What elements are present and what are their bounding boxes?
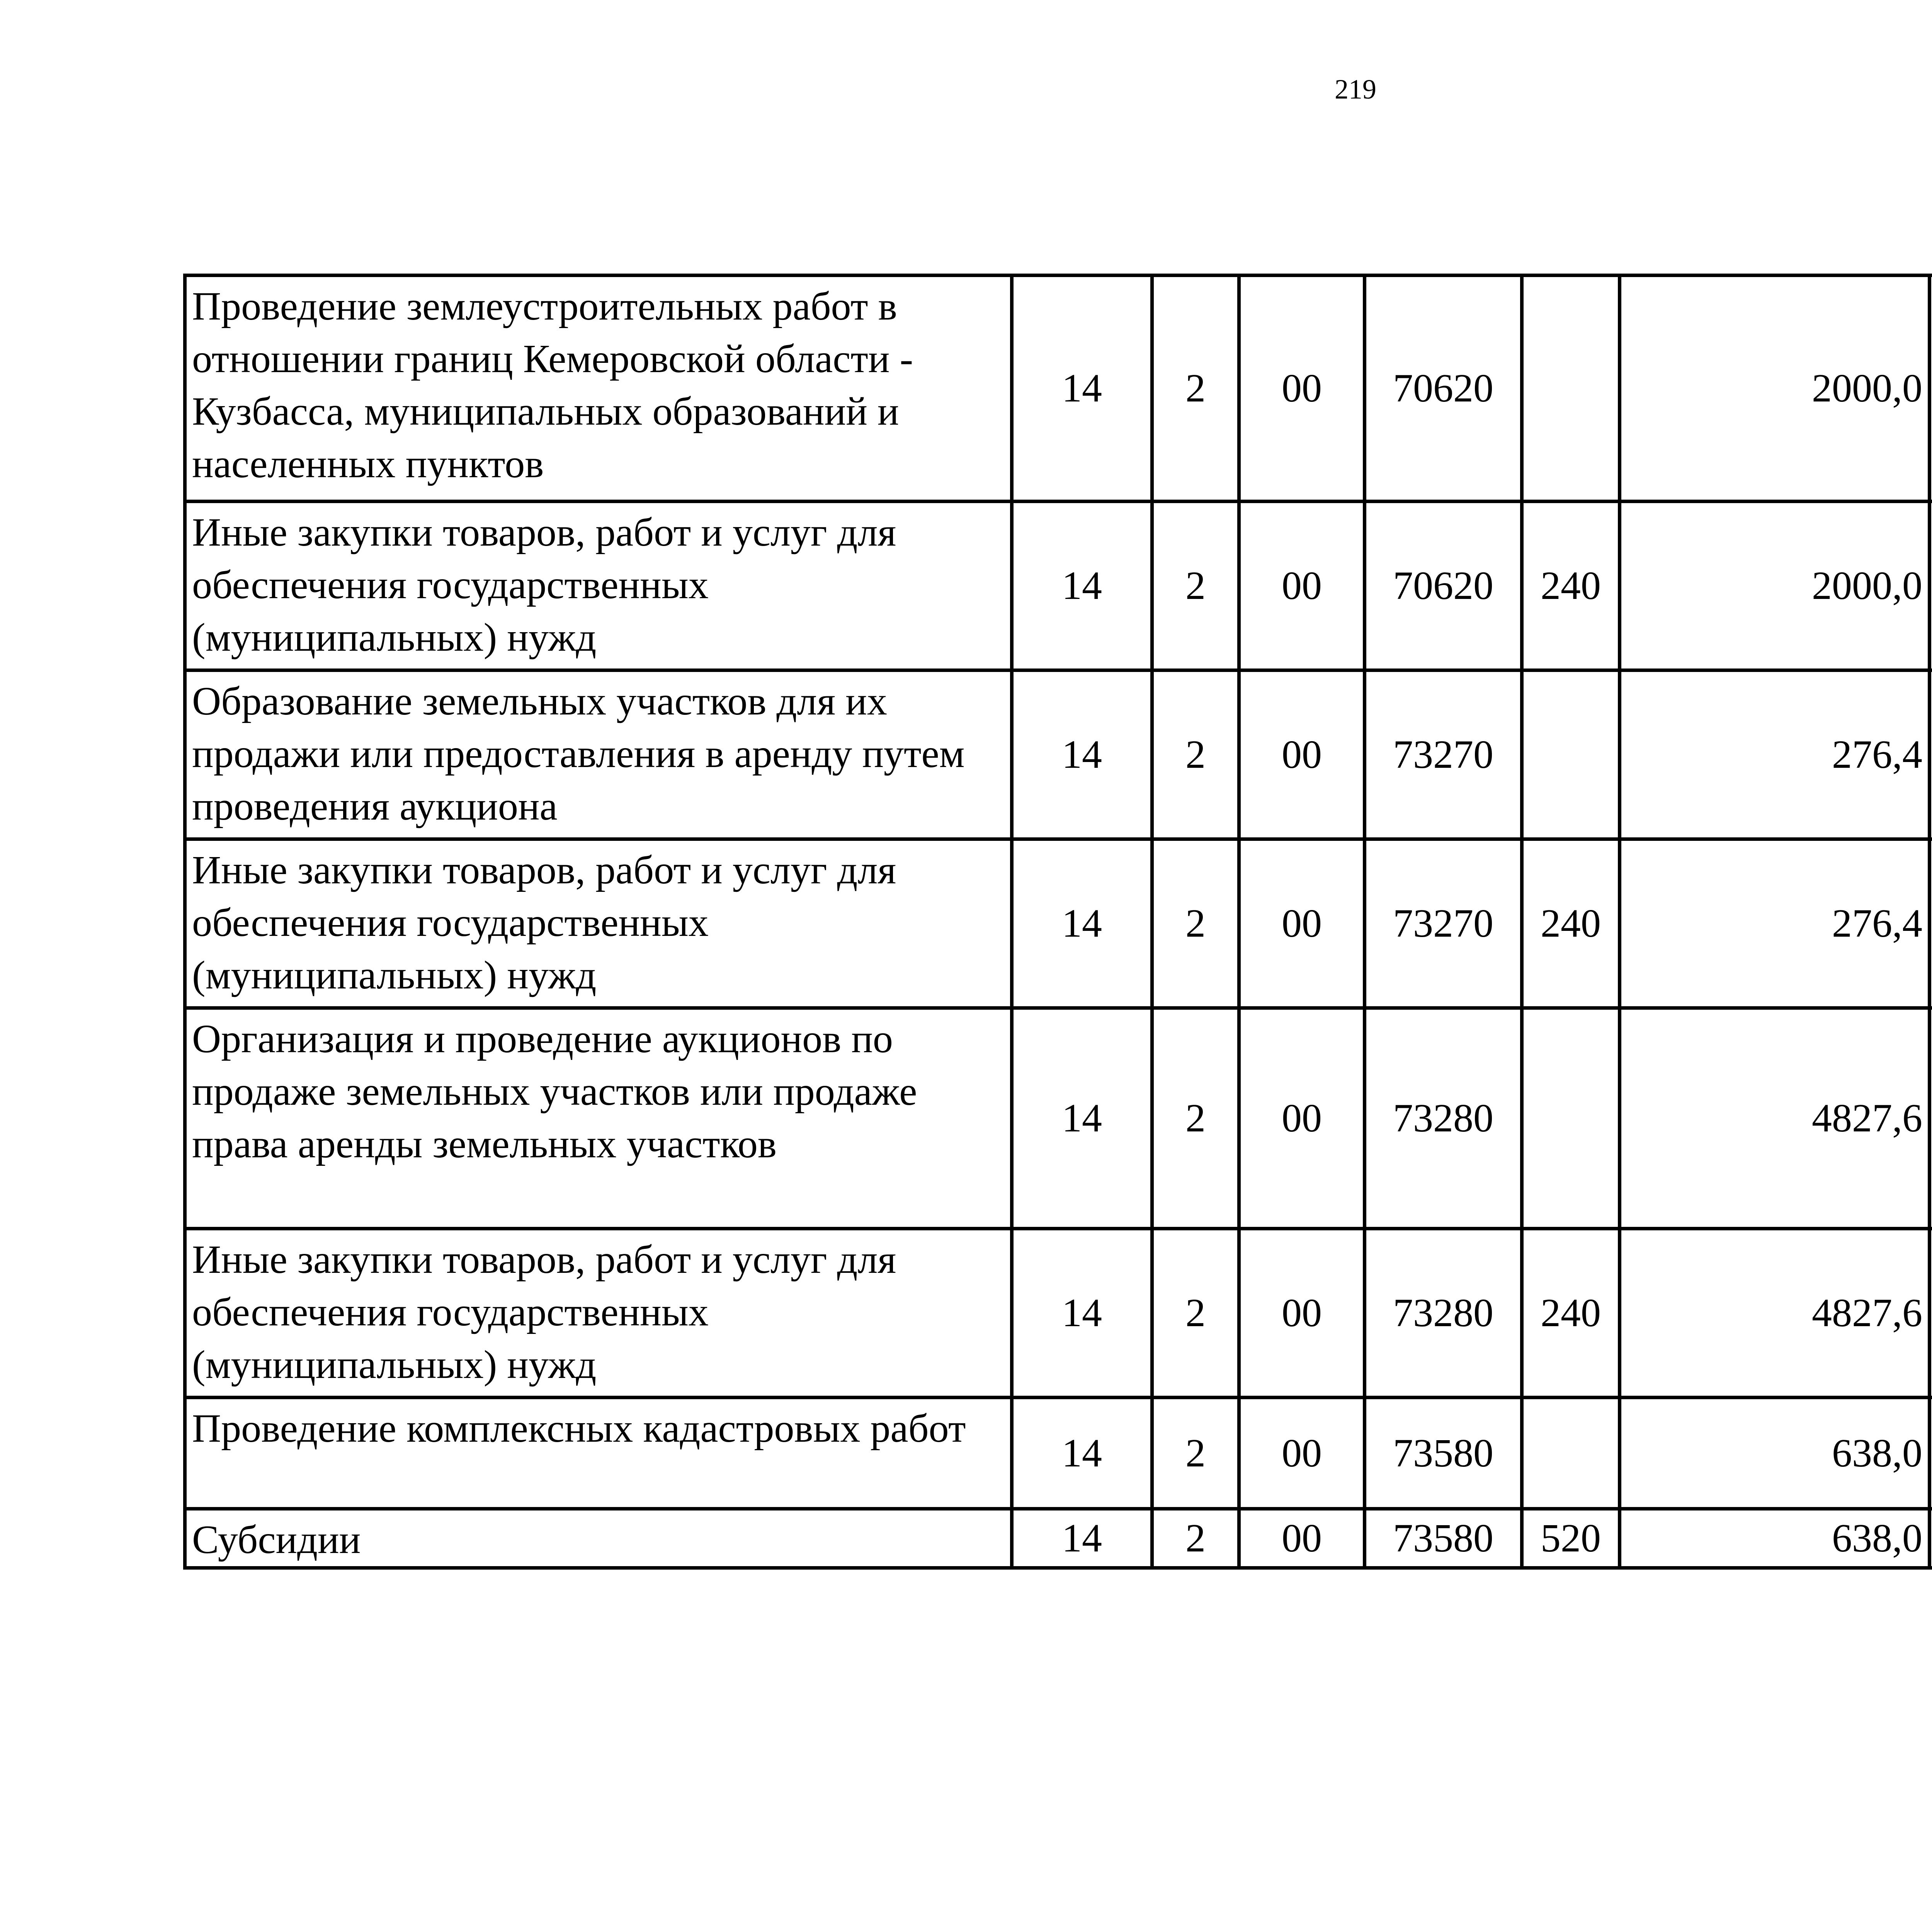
subsection-code: 2 — [1152, 1229, 1239, 1398]
amount-1: 4827,6 — [1620, 1229, 1930, 1398]
program-code: 00 — [1239, 1229, 1365, 1398]
program-code: 00 — [1239, 670, 1365, 839]
subsection-code: 2 — [1152, 839, 1239, 1008]
expense-type-code: 240 — [1522, 1229, 1620, 1398]
subsection-code: 2 — [1152, 670, 1239, 839]
section-code: 14 — [1012, 276, 1152, 502]
direction-code: 70620 — [1365, 276, 1522, 502]
amount-1: 2000,0 — [1620, 276, 1930, 502]
table-row — [185, 1008, 1932, 1229]
program-code: 00 — [1239, 276, 1365, 502]
table-row — [185, 502, 1932, 670]
section-code: 14 — [1012, 1229, 1152, 1398]
table-row — [185, 839, 1932, 1008]
expense-type-code — [1522, 670, 1620, 839]
expense-type-code — [1522, 1008, 1620, 1229]
amount-2 — [1930, 1008, 1932, 1229]
direction-code: 73270 — [1365, 839, 1522, 1008]
amount-2 — [1930, 1229, 1932, 1398]
row-description: Образование земельных участков для их продажи или предоставления в аренду путем проведения аукциона — [185, 670, 1012, 839]
direction-code: 73280 — [1365, 1008, 1522, 1229]
table-row — [185, 1509, 1932, 1568]
row-description: Субсидии — [185, 1509, 1012, 1568]
row-description: Иные закупки товаров, работ и услуг для обеспечения государственных (муниципальных) нужд — [185, 839, 1012, 1008]
direction-code: 73280 — [1365, 1229, 1522, 1398]
program-code: 00 — [1239, 502, 1365, 670]
direction-code: 73580 — [1365, 1509, 1522, 1568]
section-code: 14 — [1012, 1008, 1152, 1229]
expense-type-code — [1522, 1398, 1620, 1509]
expense-type-code: 520 — [1522, 1509, 1620, 1568]
amount-2 — [1930, 1398, 1932, 1509]
subsection-code: 2 — [1152, 1398, 1239, 1509]
section-code: 14 — [1012, 1509, 1152, 1568]
section-code: 14 — [1012, 502, 1152, 670]
page-number: 219 — [1335, 74, 1376, 105]
amount-1: 638,0 — [1620, 1398, 1930, 1509]
subsection-code: 2 — [1152, 1509, 1239, 1568]
amount-2 — [1930, 839, 1932, 1008]
table-row — [185, 276, 1932, 502]
direction-code: 73270 — [1365, 670, 1522, 839]
row-description: Иные закупки товаров, работ и услуг для обеспечения государственных (муниципальных) нужд — [185, 502, 1012, 670]
subsection-code: 2 — [1152, 502, 1239, 670]
expense-type-code: 240 — [1522, 839, 1620, 1008]
row-description: Иные закупки товаров, работ и услуг для обеспечения государственных (муниципальных) нужд — [185, 1229, 1012, 1398]
amount-1: 638,0 — [1620, 1509, 1930, 1568]
amount-1: 276,4 — [1620, 670, 1930, 839]
row-description: Проведение землеустроительных работ в отношении границ Кемеровской области - Кузбасса, муниципальных образований и населенных пунктов — [185, 276, 1012, 502]
table-row — [185, 670, 1932, 839]
expense-type-code — [1522, 276, 1620, 502]
amount-1: 2000,0 — [1620, 502, 1930, 670]
budget-table — [183, 274, 1932, 1570]
section-code: 14 — [1012, 1398, 1152, 1509]
row-description: Проведение комплексных кадастровых работ — [185, 1398, 1012, 1509]
program-code: 00 — [1239, 1509, 1365, 1568]
subsection-code: 2 — [1152, 276, 1239, 502]
table-row — [185, 1398, 1932, 1509]
section-code: 14 — [1012, 839, 1152, 1008]
direction-code: 73580 — [1365, 1398, 1522, 1509]
subsection-code: 2 — [1152, 1008, 1239, 1229]
amount-2 — [1930, 276, 1932, 502]
amount-2 — [1930, 1509, 1932, 1568]
amount-1: 276,4 — [1620, 839, 1930, 1008]
program-code: 00 — [1239, 839, 1365, 1008]
amount-1: 4827,6 — [1620, 1008, 1930, 1229]
program-code: 00 — [1239, 1008, 1365, 1229]
amount-2 — [1930, 502, 1932, 670]
program-code: 00 — [1239, 1398, 1365, 1509]
table-row — [185, 1229, 1932, 1398]
section-code: 14 — [1012, 670, 1152, 839]
direction-code: 70620 — [1365, 502, 1522, 670]
expense-type-code: 240 — [1522, 502, 1620, 670]
row-description: Организация и проведение аукционов по продаже земельных участков или продаже права аренды земельных участков — [185, 1008, 1012, 1229]
amount-2 — [1930, 670, 1932, 839]
